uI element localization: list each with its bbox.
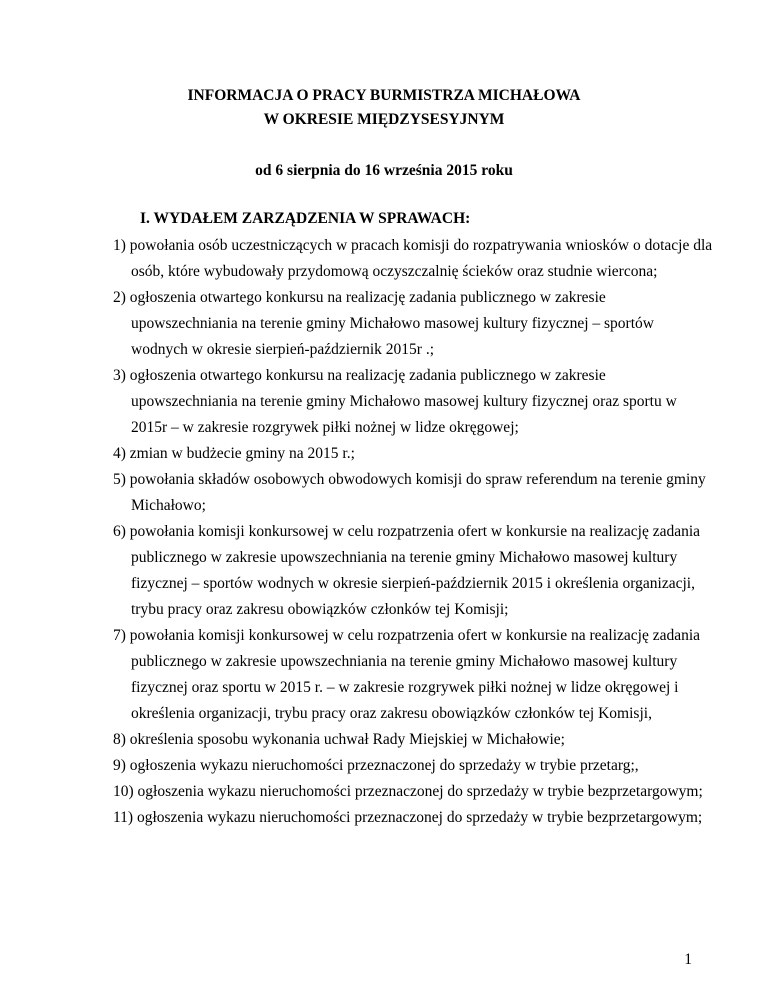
list-item: 9) ogłoszenia wykazu nieruchomości przeznaczonej do sprzedaży w trybie przetarg;, — [113, 757, 639, 774]
section-heading: I. WYDAŁEM ZARZĄDZENIA W SPRAWACH: — [140, 210, 471, 227]
list-item: 2) ogłoszenia otwartego konkursu na realizację zadania publicznego w zakresie upowszechniania na terenie gminy Michałowo masowej kultury fizycznej – sportów wodnych w okresie sierpień-październik 2015r .; — [113, 289, 654, 358]
list-item: 7) powołania komisji konkursowej w celu rozpatrzenia ofert w konkursie na realizację zadania publicznego w zakresie upowszechniania na terenie gminy Michałowo masowej kultury fizycznej oraz sportu w 2015 r. – w zakresie rozgrywek piłki nożnej w lidze okręgowej i określenia organizacji, trybu pracy oraz zakresu obowiązków członków tej Komisji, — [113, 627, 701, 722]
list-item: 4) zmian w budżecie gminy na 2015 r.; — [113, 445, 355, 462]
list-item: 6) powołania komisji konkursowej w celu rozpatrzenia ofert w konkursie na realizację zadania publicznego w zakresie upowszechniania na terenie gminy Michałowo masowej kultury fizycznej – sportów wodnych w okresie sierpień-październik 2015 i określenia organizacji, trybu pracy oraz zakresu obowiązków członków tej Komisji; — [113, 523, 701, 618]
list-item: 11) ogłoszenia wykazu nieruchomości przeznaczonej do sprzedaży w trybie bezprzetargowym; — [113, 809, 703, 826]
list-item: 8) określenia sposobu wykonania uchwał Rady Miejskiej w Michałowie; — [113, 731, 565, 748]
document-title-line-1: INFORMACJA O PRACY BURMISTRZA MICHAŁOWA — [187, 87, 581, 104]
list-item: 10) ogłoszenia wykazu nieruchomości przeznaczonej do sprzedaży w trybie bezprzetargowym; — [113, 783, 703, 800]
list-item: 1) powołania osób uczestniczących w pracach komisji do rozpatrywania wniosków o dotacje dla osób, które wybudowały przydomową oczyszczalnię ścieków oraz studnie wiercona; — [113, 237, 713, 280]
ordinance-list — [113, 233, 713, 831]
document-title-line-2: W OKRESIE MIĘDZYSESYJNYM — [263, 111, 505, 128]
list-item: 5) powołania składów osobowych obwodowych komisji do spraw referendum na terenie gminy Michałowo; — [113, 471, 706, 514]
list-item: 3) ogłoszenia otwartego konkursu na realizację zadania publicznego w zakresie upowszechniania na terenie gminy Michałowo masowej kultury fizycznej oraz sportu w 2015r – w zakresie rozgrywek piłki nożnej w lidze okręgowej; — [113, 367, 677, 436]
page-number: 1 — [684, 951, 692, 968]
document-period: od 6 sierpnia do 16 września 2015 roku — [255, 162, 513, 179]
